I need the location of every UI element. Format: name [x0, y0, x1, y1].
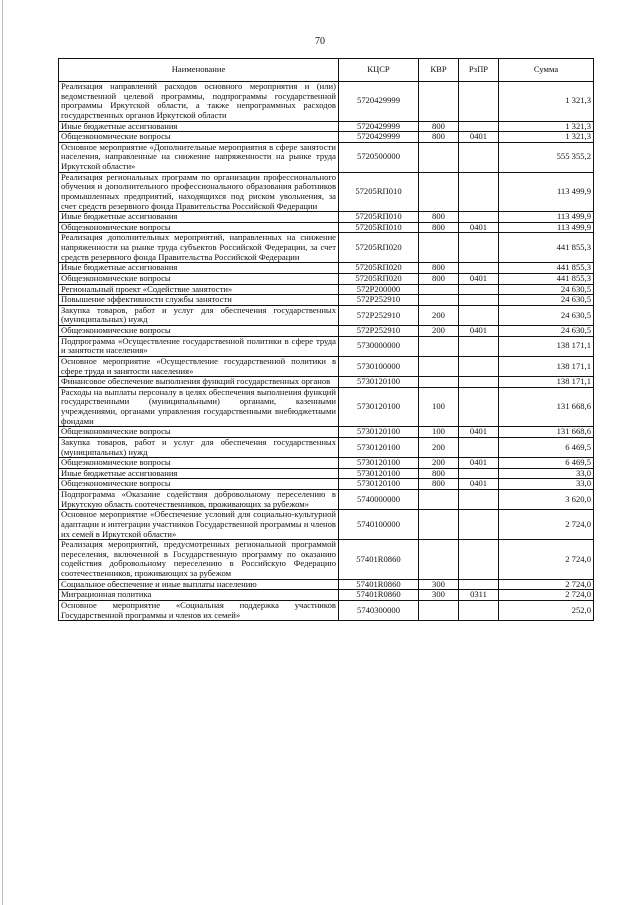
cell-name: Иные бюджетные ассигнования — [59, 121, 339, 132]
cell-kcsr: 5720429999 — [339, 82, 419, 122]
table-row — [59, 356, 594, 376]
cell-name: Общеэкономические вопросы — [59, 326, 339, 337]
cell-rzpr — [459, 82, 499, 122]
scan-edge-mark — [2, 0, 3, 905]
cell-kcsr: 5740300000 — [339, 600, 419, 620]
cell-sum: 441 855,3 — [499, 273, 594, 284]
cell-sum: 555 355,2 — [499, 142, 594, 172]
cell-kcsr: 57205RП010 — [339, 222, 419, 233]
cell-name: Региональный проект «Содействие занятости» — [59, 284, 339, 295]
cell-name: Повышение эффективности службы занятости — [59, 295, 339, 306]
cell-rzpr — [459, 356, 499, 376]
cell-kvr — [419, 336, 459, 356]
cell-kcsr: 5730000000 — [339, 336, 419, 356]
cell-rzpr — [459, 121, 499, 132]
cell-kcsr: 57205RП020 — [339, 263, 419, 274]
cell-kvr: 800 — [419, 263, 459, 274]
cell-kcsr: 5730120100 — [339, 427, 419, 438]
cell-sum: 6 469,5 — [499, 458, 594, 469]
cell-name: Основное мероприятие «Социальная поддержка участников Государственной программы и членов их семей» — [59, 600, 339, 620]
table-row — [59, 295, 594, 306]
cell-sum: 24 630,5 — [499, 295, 594, 306]
table-row — [59, 212, 594, 223]
cell-rzpr — [459, 600, 499, 620]
table-row — [59, 172, 594, 212]
cell-sum: 2 724,0 — [499, 579, 594, 590]
cell-name: Подпрограмма «Осуществление государственной политики в сфере труда и занятости населения» — [59, 336, 339, 356]
cell-kcsr: 57401R0860 — [339, 590, 419, 601]
table-row — [59, 326, 594, 337]
table-row — [59, 142, 594, 172]
cell-kcsr: 57205RП020 — [339, 273, 419, 284]
cell-kvr: 800 — [419, 121, 459, 132]
cell-kvr — [419, 377, 459, 388]
cell-kcsr: 572P252910 — [339, 295, 419, 306]
cell-name: Финансовое обеспечение выполнения функций государственных органов — [59, 377, 339, 388]
cell-kvr: 300 — [419, 579, 459, 590]
cell-sum: 113 499,9 — [499, 212, 594, 223]
cell-kvr — [419, 284, 459, 295]
cell-rzpr: 0401 — [459, 222, 499, 233]
cell-sum: 2 724,0 — [499, 510, 594, 540]
table-row — [59, 510, 594, 540]
cell-name: Закупка товаров, работ и услуг для обеспечения государственных (муниципальных) нужд — [59, 305, 339, 325]
cell-kvr: 800 — [419, 132, 459, 143]
cell-rzpr: 0401 — [459, 427, 499, 438]
cell-kcsr: 57205RП020 — [339, 233, 419, 263]
cell-kvr: 200 — [419, 305, 459, 325]
cell-sum: 441 855,3 — [499, 263, 594, 274]
cell-sum: 138 171,1 — [499, 336, 594, 356]
table-row — [59, 600, 594, 620]
table-row — [59, 273, 594, 284]
cell-rzpr — [459, 295, 499, 306]
cell-rzpr — [459, 540, 499, 580]
cell-kcsr: 5730100000 — [339, 356, 419, 376]
table-row — [59, 590, 594, 601]
cell-sum: 252,0 — [499, 600, 594, 620]
cell-kvr: 800 — [419, 273, 459, 284]
cell-kcsr: 572P200000 — [339, 284, 419, 295]
table-row — [59, 233, 594, 263]
table-row — [59, 284, 594, 295]
cell-kvr: 100 — [419, 427, 459, 438]
cell-sum: 33,0 — [499, 468, 594, 479]
cell-rzpr — [459, 468, 499, 479]
cell-name: Закупка товаров, работ и услуг для обеспечения государственных (муниципальных) нужд — [59, 437, 339, 457]
cell-name: Общеэкономические вопросы — [59, 273, 339, 284]
table-row — [59, 121, 594, 132]
cell-kcsr: 5720429999 — [339, 132, 419, 143]
cell-kvr — [419, 600, 459, 620]
cell-rzpr: 0401 — [459, 479, 499, 490]
cell-rzpr — [459, 387, 499, 427]
cell-sum: 131 668,6 — [499, 387, 594, 427]
cell-rzpr — [459, 377, 499, 388]
cell-name: Общеэкономические вопросы — [59, 479, 339, 490]
cell-kcsr: 5720429999 — [339, 121, 419, 132]
table-row — [59, 490, 594, 510]
table-row — [59, 263, 594, 274]
table-row — [59, 468, 594, 479]
table-row — [59, 377, 594, 388]
column-header-kvr: КВР — [419, 59, 459, 82]
cell-rzpr: 0401 — [459, 326, 499, 337]
table-row — [59, 305, 594, 325]
cell-kvr: 200 — [419, 326, 459, 337]
cell-kcsr: 5730120100 — [339, 458, 419, 469]
cell-rzpr — [459, 336, 499, 356]
table-row — [59, 458, 594, 469]
cell-kvr: 300 — [419, 590, 459, 601]
cell-kvr: 200 — [419, 437, 459, 457]
table-row — [59, 82, 594, 122]
budget-table — [58, 58, 594, 621]
cell-sum: 1 321,3 — [499, 132, 594, 143]
table-row — [59, 579, 594, 590]
cell-name: Основное мероприятие «Обеспечение условий для социально-культурной адаптации и интеграции участников Государственной программы и членов их семей в Иркутской области» — [59, 510, 339, 540]
cell-kcsr: 57205RП010 — [339, 212, 419, 223]
cell-rzpr: 0401 — [459, 273, 499, 284]
cell-name: Основное мероприятие «Осуществление государственной политики в сфере труда и занятости населения» — [59, 356, 339, 376]
cell-name: Иные бюджетные ассигнования — [59, 212, 339, 223]
cell-rzpr — [459, 263, 499, 274]
cell-rzpr: 0401 — [459, 132, 499, 143]
cell-name: Расходы на выплаты персоналу в целях обеспечения выполнения функций государственными (муниципальными) органами, казенными учреждениями, органами управления государственными внебюджетными фондами — [59, 387, 339, 427]
cell-rzpr — [459, 437, 499, 457]
cell-rzpr — [459, 233, 499, 263]
cell-sum: 1 321,3 — [499, 121, 594, 132]
cell-rzpr: 0401 — [459, 458, 499, 469]
cell-kvr — [419, 356, 459, 376]
cell-rzpr — [459, 579, 499, 590]
cell-rzpr — [459, 284, 499, 295]
cell-kcsr: 57205RП010 — [339, 172, 419, 212]
cell-kcsr: 5730120100 — [339, 468, 419, 479]
cell-name: Общеэкономические вопросы — [59, 458, 339, 469]
cell-name: Общеэкономические вопросы — [59, 132, 339, 143]
cell-name: Основное мероприятие «Дополнительные мероприятия в сфере занятости населения, направленные на снижение напряженности на рынке труда Иркутской области» — [59, 142, 339, 172]
cell-rzpr — [459, 212, 499, 223]
cell-sum: 6 469,5 — [499, 437, 594, 457]
header-row — [59, 59, 594, 82]
table-row — [59, 540, 594, 580]
cell-kvr: 200 — [419, 458, 459, 469]
cell-name: Подпрограмма «Оказание содействия добровольному переселению в Иркутскую область соотечественников, проживающих за рубежом» — [59, 490, 339, 510]
cell-rzpr — [459, 172, 499, 212]
cell-sum: 131 668,6 — [499, 427, 594, 438]
cell-sum: 3 620,0 — [499, 490, 594, 510]
cell-kcsr: 57401R0860 — [339, 579, 419, 590]
cell-kvr: 800 — [419, 222, 459, 233]
cell-kcsr: 5730120100 — [339, 377, 419, 388]
cell-sum: 138 171,1 — [499, 356, 594, 376]
cell-kcsr: 5730120100 — [339, 479, 419, 490]
table-row — [59, 437, 594, 457]
cell-kcsr: 5730120100 — [339, 387, 419, 427]
cell-sum: 113 499,9 — [499, 222, 594, 233]
cell-rzpr: 0311 — [459, 590, 499, 601]
cell-sum: 138 171,1 — [499, 377, 594, 388]
cell-rzpr — [459, 142, 499, 172]
cell-name: Миграционная политика — [59, 590, 339, 601]
cell-sum: 2 724,0 — [499, 540, 594, 580]
cell-kvr — [419, 172, 459, 212]
cell-name: Реализация региональных программ по организации профессионального обучения и дополнительного профессионального образования работников промышленных предприятий, находящихся под риском увольнения, за счет средств резервного фонда Правительства Российской Федерации — [59, 172, 339, 212]
table-header — [59, 59, 594, 82]
cell-kvr — [419, 233, 459, 263]
cell-name: Иные бюджетные ассигнования — [59, 468, 339, 479]
cell-name: Социальное обеспечение и иные выплаты населению — [59, 579, 339, 590]
cell-kcsr: 572P252910 — [339, 305, 419, 325]
cell-name: Общеэкономические вопросы — [59, 222, 339, 233]
column-header-rzpr: РзПР — [459, 59, 499, 82]
cell-kcsr: 572P252910 — [339, 326, 419, 337]
cell-sum: 2 724,0 — [499, 590, 594, 601]
cell-kcsr: 5740000000 — [339, 490, 419, 510]
cell-name: Реализация мероприятий, предусмотренных региональной программой переселения, включенной в Государственную программу по оказанию содействия добровольному переселению в Российскую Федерацию соотечественников, проживающих за рубежом — [59, 540, 339, 580]
cell-rzpr — [459, 490, 499, 510]
cell-sum: 24 630,5 — [499, 284, 594, 295]
cell-kvr: 800 — [419, 468, 459, 479]
cell-name: Общеэкономические вопросы — [59, 427, 339, 438]
cell-sum: 24 630,5 — [499, 305, 594, 325]
cell-name: Реализация дополнительных мероприятий, направленных на снижение напряженности на рынке труда субъектов Российской Федерации, за счет средств резервного фонда Правительства Российской Федерации — [59, 233, 339, 263]
cell-rzpr — [459, 510, 499, 540]
page-number: 70 — [315, 36, 325, 47]
table-row — [59, 336, 594, 356]
cell-sum: 33,0 — [499, 479, 594, 490]
cell-kvr — [419, 510, 459, 540]
cell-name: Иные бюджетные ассигнования — [59, 263, 339, 274]
cell-name: Реализация направлений расходов основного мероприятия и (или) ведомственной целевой программы, подпрограммы государственной программы Иркутской области, а также непрограммных расходов государственных органов Иркутской области — [59, 82, 339, 122]
column-header-name: Наименование — [59, 59, 339, 82]
cell-kvr: 800 — [419, 212, 459, 223]
table-row — [59, 427, 594, 438]
cell-kvr — [419, 490, 459, 510]
cell-sum: 441 855,3 — [499, 233, 594, 263]
cell-sum: 24 630,5 — [499, 326, 594, 337]
table-row — [59, 222, 594, 233]
cell-kcsr: 5730120100 — [339, 437, 419, 457]
table-row — [59, 479, 594, 490]
cell-kcsr: 57401R0860 — [339, 540, 419, 580]
cell-kvr — [419, 142, 459, 172]
cell-kcsr: 5740100000 — [339, 510, 419, 540]
cell-sum: 113 499,9 — [499, 172, 594, 212]
column-header-sum: Сумма — [499, 59, 594, 82]
cell-kvr: 800 — [419, 479, 459, 490]
cell-kvr: 100 — [419, 387, 459, 427]
cell-kvr — [419, 82, 459, 122]
cell-kcsr: 5720500000 — [339, 142, 419, 172]
table-body — [59, 82, 594, 621]
table-row — [59, 132, 594, 143]
table-row — [59, 387, 594, 427]
cell-sum: 1 321,3 — [499, 82, 594, 122]
column-header-kcsr: КЦСР — [339, 59, 419, 82]
cell-kvr — [419, 295, 459, 306]
cell-kvr — [419, 540, 459, 580]
cell-rzpr — [459, 305, 499, 325]
